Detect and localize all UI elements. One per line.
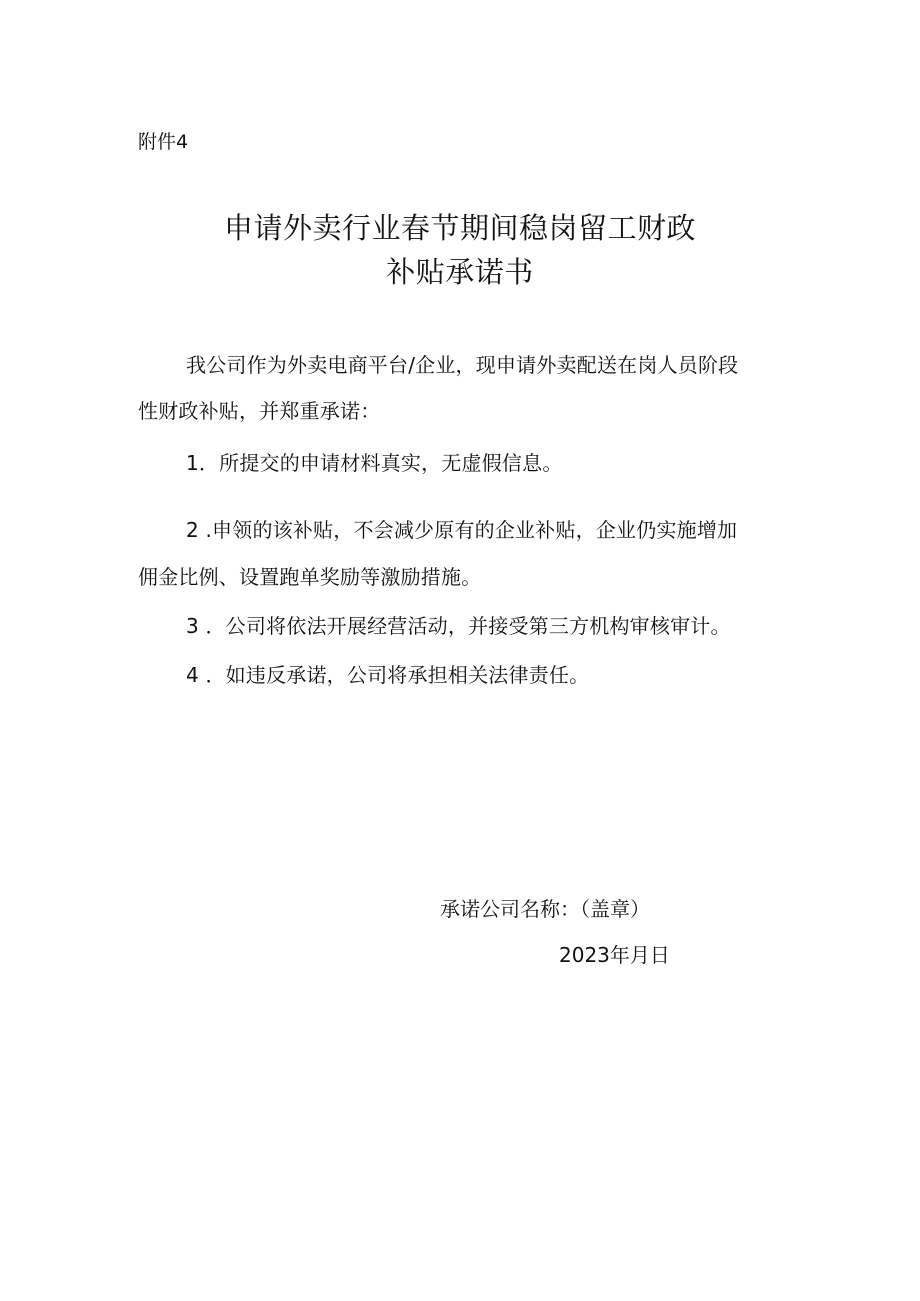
commitment-item-2-line-1: 2 .申领的该补贴，不会减少原有的企业补贴，企业仍实施增加 xyxy=(186,518,738,542)
commitment-item-1: 1．所提交的申请材料真实，无虚假信息。 xyxy=(186,451,563,475)
intro-paragraph-line-2: 性财政补贴，并郑重承诺： xyxy=(138,399,381,423)
signature-date: 2023年月日 xyxy=(559,943,670,967)
commitment-item-4: 4 ．如违反承诺，公司将承担相关法律责任。 xyxy=(186,663,590,687)
attachment-label: 附件4 xyxy=(138,131,189,153)
intro-paragraph-line-1: 我公司作为外卖电商平台/企业，现申请外卖配送在岗人员阶段 xyxy=(186,353,739,377)
commitment-item-2-line-2: 佣金比例、设置跑单奖励等激励措施。 xyxy=(138,565,482,589)
signature-company-label: 承诺公司名称：（盖章） xyxy=(440,897,650,921)
document-title-line-2: 补贴承诺书 xyxy=(386,255,534,289)
commitment-item-3: 3 ．公司将依法开展经营活动，并接受第三方机构审核审计。 xyxy=(186,614,731,638)
document-title-line-1: 申请外卖行业春节期间稳岗留工财政 xyxy=(223,211,696,245)
